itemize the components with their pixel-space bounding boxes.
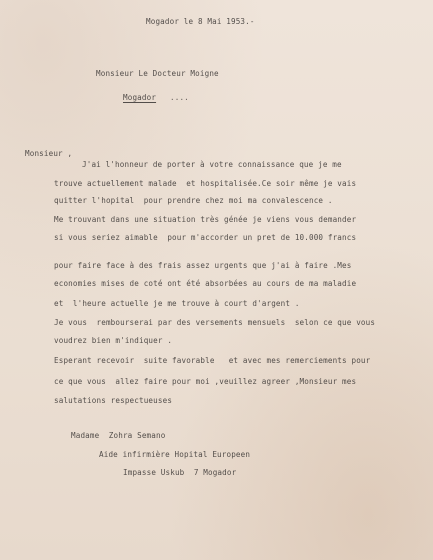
- salutation: Monsieur ,: [25, 149, 73, 158]
- body-line-8: et l'heure actuelle je me trouve à court d'argent .: [54, 299, 300, 308]
- recipient-city: Mogador: [123, 93, 157, 102]
- body-line-4: Me trouvant dans une situation très génée je viens vous demander: [54, 215, 357, 224]
- body-line-12: ce que vous allez faire pour moi ,veuillez agreer ,Monsieur mes: [54, 377, 357, 386]
- body-line-7: economies mises de coté ont été absorbées au cours de ma maladie: [54, 279, 357, 288]
- body-line-11: Esperant recevoir suite favorable et avec mes remerciements pour: [54, 356, 371, 365]
- body-line-2: trouve actuellement malade et hospitalisée.Ce soir même je vais: [54, 179, 357, 188]
- recipient-name: Monsieur Le Docteur Moigne: [96, 69, 219, 78]
- signature-title: Aide infirmière Hopital Europeen: [99, 450, 251, 459]
- signature-address: Impasse Uskub 7 Mogador: [123, 468, 237, 477]
- body-line-6: pour faire face à des frais assez urgents que j'ai à faire .Mes: [54, 261, 352, 270]
- body-line-9: Je vous rembourserai par des versements mensuels selon ce que vous: [54, 318, 376, 327]
- body-line-5: si vous seriez aimable pour m'accorder un pret de 10.000 francs: [54, 233, 357, 242]
- body-line-10: voudrez bien m'indiquer .: [54, 336, 173, 345]
- signature-name: Madame Zohra Semano: [71, 431, 166, 440]
- dateline: Mogador le 8 Mai 1953.-: [146, 17, 255, 26]
- body-line-3: quitter l'hopital pour prendre chez moi ma convalescence .: [54, 196, 333, 205]
- body-line-13: salutations respectueuses: [54, 396, 173, 405]
- body-line-1: J'ai l'honneur de porter à votre connaissance que je me: [82, 160, 342, 169]
- recipient-city-trailing: ....: [170, 93, 189, 102]
